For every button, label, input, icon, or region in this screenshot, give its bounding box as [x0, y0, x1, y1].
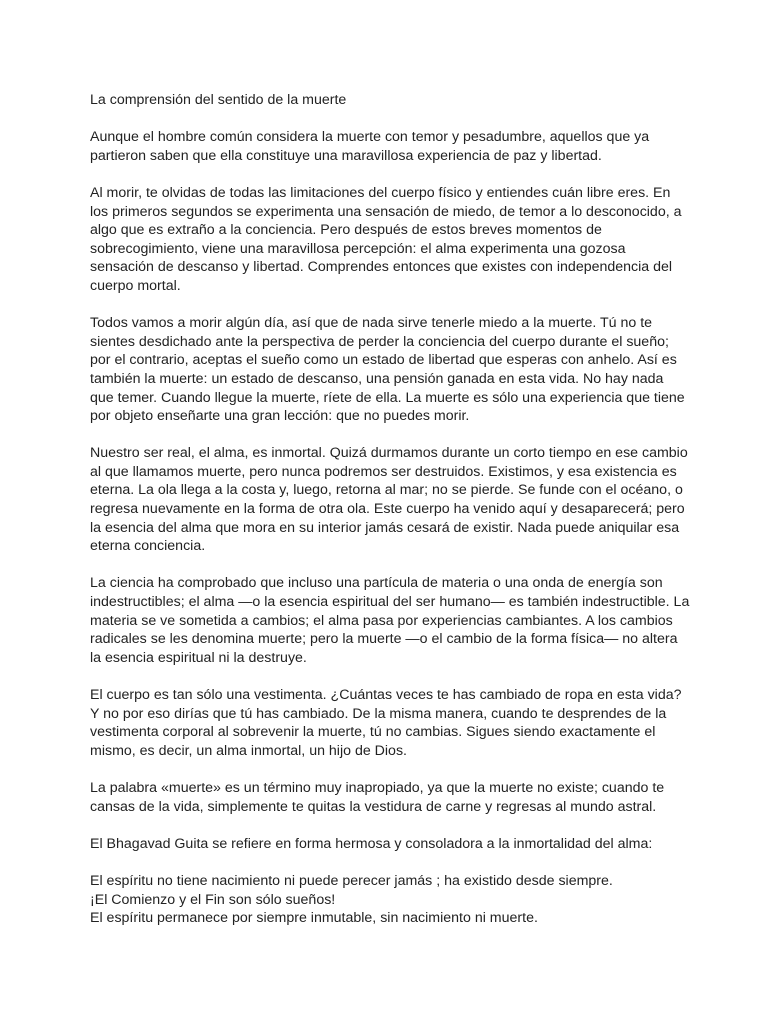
paragraph: La palabra «muerte» es un término muy inapropiado, ya que la muerte no existe; cuando te cansas de la vida, simplemente te quitas la vestidura de carne y regresas al mundo astral. — [90, 779, 665, 815]
paragraph: Al morir, te olvidas de todas las limitaciones del cuerpo físico y entiendes cuán libre eres. En los primeros segundos se experimenta una sensación de miedo, de temor a lo desconocido, a algo que es extraño a la conciencia. Pero después de estos breves momentos de sobrecogimiento, viene una maravillosa percepción: el alma experimenta una gozosa sensación de descanso y libertad. Comprendes entonces que existes con independencia del cuerpo mortal. — [90, 184, 682, 294]
verse-line: El espíritu no tiene nacimiento ni puede perecer jamás ; ha existido desde siempre. — [90, 872, 613, 889]
verse-line: El espíritu permanece por siempre inmutable, sin nacimiento ni muerte. — [90, 910, 538, 927]
paragraph: El Bhagavad Guita se refiere en forma hermosa y consoladora a la inmortalidad del alma: — [90, 835, 653, 852]
paragraph: Aunque el hombre común considera la muerte con temor y pesadumbre, aquellos que ya partieron saben que ella constituye una maravillosa experiencia de paz y libertad. — [90, 129, 650, 164]
document-body — [90, 91, 690, 928]
paragraph: La ciencia ha comprobado que incluso una partícula de materia o una onda de energía son indestructibles; el alma —o la esencia espiritual del ser humano— es también indestructible. La materia se ve sometida a cambios; el alma pasa por experiencias cambiantes. A los cambios radicales se les denomina muerte; pero la muerte —o el cambio de la forma física— no altera la esencia espiritual ni la destruye. — [90, 575, 690, 666]
document-title: La comprensión del sentido de la muerte — [90, 92, 347, 108]
paragraph: Nuestro ser real, el alma, es inmortal. Quizá durmamos durante un corto tiempo en ese cambio al que llamamos muerte, pero nunca podremos ser destruidos. Existimos, y esa existencia es eterna. La ola llega a la costa y, luego, retorna al mar; no se pierde. Se funde con el océano, o regresa nuevamente en la forma de otra ola. Este cuerpo ha venido aquí y desaparecerá; pero la esencia del alma que mora en su interior jamás cesará de existir. Nada puede aniquilar esa eterna conciencia. — [90, 445, 688, 555]
paragraph: El cuerpo es tan sólo una vestimenta. ¿Cuántas veces te has cambiado de ropa en esta vida? Y no por eso dirías que tú has cambiado. De la misma manera, cuando te desprendes de la vestimenta corporal al sobrevenir la muerte, tú no cambias. Sigues siendo exactamente el mismo, es decir, un alma inmortal, un hijo de Dios. — [90, 687, 682, 759]
verse-line: ¡El Comienzo y el Fin son sólo sueños! — [90, 891, 336, 908]
paragraph: Todos vamos a morir algún día, así que de nada sirve tenerle miedo a la muerte. Tú no te sientes desdichado ante la perspectiva de perder la conciencia del cuerpo durante el sueño; por el contrario, aceptas el sueño como un estado de libertad que esperas con anhelo. Así es también la muerte: un estado de descanso, una pensión ganada en esta vida. No hay nada que temer. Cuando llegue la muerte, ríete de ella. La muerte es sólo una experiencia que tiene por objeto enseñarte una gran lección: que no puedes morir. — [90, 315, 685, 425]
